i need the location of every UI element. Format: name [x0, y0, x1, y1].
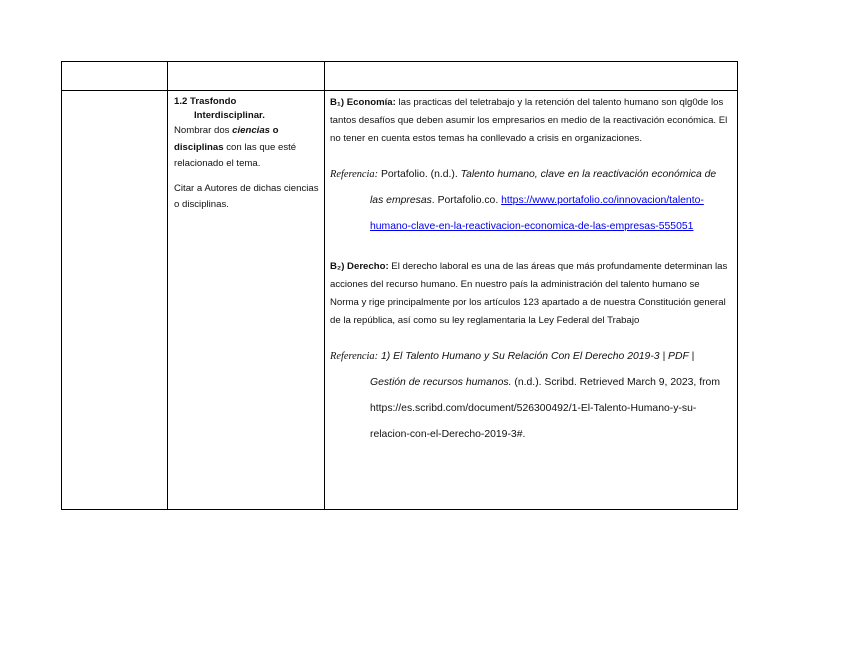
empty-cell: [62, 91, 168, 510]
empty-cell: [62, 62, 168, 91]
economy-paragraph: B₁) Economía: las practicas del teletrabajo y la retención del talento humano son qlg0de los tantos desafíos que deben asumir los empresarios en medio de la reactivación económica. El no tener en cuenta estos temas ha conllevado a crisis en organizaciones.: [330, 97, 728, 144]
empty-cell: [168, 62, 325, 91]
section-number: 1.2 Trasfondo: [174, 96, 237, 107]
cite-instruction: Citar a Autores de dichas ciencias o disciplinas.: [174, 182, 319, 210]
instruction-text: Nombrar dos ciencias o disciplinas con las que esté relacionado el tema.: [174, 125, 297, 169]
reference-economy: Referencia: Portafolio. (n.d.). Talento humano, clave en la reactivación económica de las empresas. Portafolio.co. https://www.portafolio.co/innovacion/talento-humano-clave-en-la-reactivacion-economica-de-las-empresas-555051: [330, 169, 717, 232]
reference-link[interactable]: https://www.portafolio.co/innovacion/talento-humano-clave-en-la-reactivacion-economica-de-las-empresas-555051: [370, 195, 704, 232]
section-title: Interdisciplinar.: [194, 110, 265, 121]
law-paragraph: B₂) Derecho: El derecho laboral es una de las áreas que más profundamente determinan las acciones del recurso humano. En nuestro país la administración del talento humano se Norma y rige principalmente por los artículos 123 apartado a de nuestra Constitución general de la república, así como su ley reglamentaria la Ley Federal del Trabajo: [330, 261, 728, 326]
content-table: [61, 61, 738, 510]
table-header-row: [62, 62, 738, 91]
table-row: [62, 91, 738, 510]
empty-cell: [325, 62, 738, 91]
section-label-cell: [168, 91, 325, 510]
reference-law: Referencia: 1) El Talento Humano y Su Relación Con El Derecho 2019-3 | PDF | Gestión de recursos humanos. (n.d.). Scribd. Retrieved March 9, 2023, from https://es.scribd.com/document/526300492/1-El-Talento-Humano-y-su-relacion-con-el-Derecho-2019-3#.: [330, 351, 720, 440]
section-content-cell: [325, 91, 738, 510]
